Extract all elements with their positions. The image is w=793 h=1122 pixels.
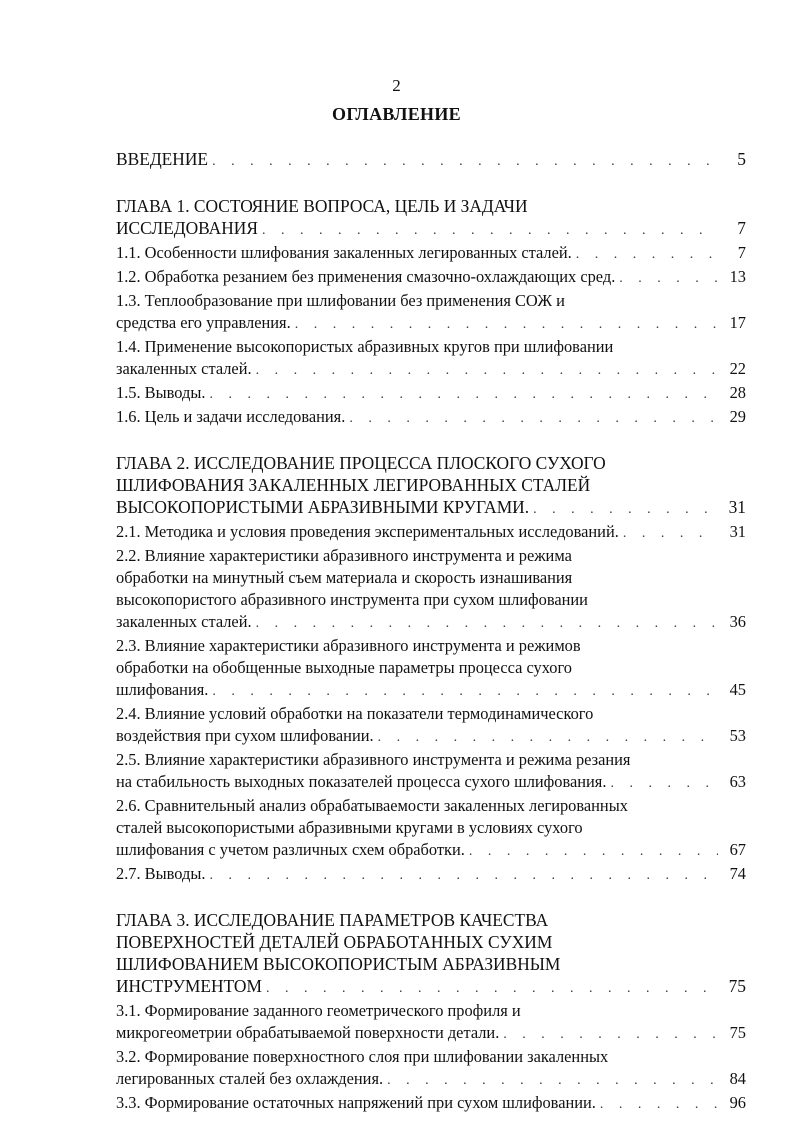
toc-entry-text-line: 3.1. Формирование заданного геометрического профиля и (116, 1001, 521, 1020)
toc-entry-text-line: шлифования. (116, 680, 209, 699)
toc-entry-text-line: 1.2. Обработка резанием без применения смазочно-охлаждающих сред. (116, 267, 616, 286)
toc-entry-text-line: ИНСТРУМЕНТОМ (116, 976, 262, 996)
toc-entry-text-line: ВВЕДЕНИЕ (116, 149, 209, 169)
toc-page-number: 36 (729, 612, 746, 631)
dot-leader (266, 978, 718, 1000)
toc-section-entry (116, 749, 746, 795)
dot-leader (623, 523, 718, 545)
toc-section-entry (116, 266, 746, 290)
toc-entry-text-line: 3.3. Формирование остаточных напряжений при сухом шлифовании. (116, 1093, 596, 1112)
toc-entry-final-line (116, 406, 746, 430)
dot-leader (576, 244, 718, 266)
toc-page-number: 7 (737, 243, 746, 262)
toc-page-number: 28 (729, 383, 746, 402)
toc-entry-final-line (116, 148, 746, 173)
toc-entry-final-line (116, 771, 746, 795)
toc-entry-final-line (116, 312, 746, 336)
toc-intro-entry (116, 148, 746, 173)
toc-page-number: 74 (729, 864, 746, 883)
toc-entry-text-line: ГЛАВА 2. ИССЛЕДОВАНИЕ ПРОЦЕССА ПЛОСКОГО СУХОГО (116, 453, 606, 473)
toc-page-number: 84 (729, 1069, 746, 1088)
dot-leader (610, 773, 718, 795)
toc-entry-text-line: 2.6. Сравнительный анализ обрабатываемости закаленных легированных (116, 796, 628, 815)
toc-entry-text-line: ШЛИФОВАНИЕМ ВЫСОКОПОРИСТЫМ АБРАЗИВНЫМ (116, 954, 561, 974)
toc-entry-final-line (116, 1068, 746, 1092)
toc-section-entry (116, 703, 746, 749)
toc-entry-text-line: 3.2. Формирование поверхностного слоя при шлифовании закаленных (116, 1047, 609, 1066)
toc-page-number: 31 (728, 497, 746, 517)
toc-entry-text-line: ВЫСОКОПОРИСТЫМИ АБРАЗИВНЫМИ КРУГАМИ. (116, 497, 530, 517)
dot-leader (256, 613, 718, 635)
dot-leader (256, 360, 718, 382)
toc-entry-text-line: 1.1. Особенности шлифования закаленных легированных сталей. (116, 243, 572, 262)
toc-section-entry (116, 406, 746, 430)
toc-entry-text-line: ГЛАВА 3. ИССЛЕДОВАНИЕ ПАРАМЕТРОВ КАЧЕСТВА (116, 910, 549, 930)
dot-leader (387, 1070, 718, 1092)
toc-entry-final-line (116, 975, 746, 1000)
toc-entry-text-line: 1.6. Цель и задачи исследования. (116, 407, 346, 426)
toc-chapter-entry (116, 452, 746, 521)
dot-leader (209, 865, 718, 887)
toc-entry-text-line: 1.5. Выводы. (116, 383, 206, 402)
toc-page-number: 17 (729, 313, 746, 332)
toc-entry-text-line: ШЛИФОВАНИЯ ЗАКАЛЕННЫХ ЛЕГИРОВАННЫХ СТАЛЕЙ (116, 475, 591, 495)
page-number: 2 (392, 76, 401, 95)
toc-section-entry (116, 242, 746, 266)
toc-entry-text-line: средства его управления. (116, 313, 291, 332)
toc-page-number: 67 (729, 840, 746, 859)
toc-page-number: 75 (728, 976, 746, 996)
toc-entry-text-line: воздействия при сухом шлифовании. (116, 726, 374, 745)
toc-page-number: 5 (737, 149, 746, 169)
dot-leader (295, 314, 718, 336)
toc-section-entry (116, 382, 746, 406)
toc-entry-text-line: сталей высокопористыми абразивными кругами в условиях сухого (116, 818, 583, 837)
table-of-contents (116, 148, 746, 1116)
toc-chapter-entry (116, 195, 746, 242)
toc-entry-final-line (116, 1092, 746, 1116)
toc-entry-text-line: 2.2. Влияние характеристики абразивного инструмента и режима (116, 546, 572, 565)
toc-entry-final-line (116, 611, 746, 635)
page-title: ОГЛАВЛЕНИЕ (332, 104, 461, 124)
toc-page-number: 13 (729, 267, 746, 286)
toc-entry-final-line (116, 382, 746, 406)
toc-entry-final-line (116, 217, 746, 242)
toc-entry-final-line (116, 1022, 746, 1046)
toc-entry-text-line: высокопористого абразивного инструмента при сухом шлифовании (116, 590, 588, 609)
toc-entry-text-line: закаленных сталей. (116, 359, 252, 378)
toc-entry-text-line: 1.4. Применение высокопористых абразивных кругов при шлифовании (116, 337, 614, 356)
toc-section-entry (116, 795, 746, 863)
toc-section-entry (116, 863, 746, 887)
toc-entry-text-line: легированных сталей без охлаждения. (116, 1069, 384, 1088)
toc-entry-text-line: обработки на минутный съем материала и скорость изнашивания (116, 568, 573, 587)
toc-entry-final-line (116, 358, 746, 382)
toc-entry-text-line: ПОВЕРХНОСТЕЙ ДЕТАЛЕЙ ОБРАБОТАННЫХ СУХИМ (116, 932, 553, 952)
dot-leader (469, 841, 718, 863)
toc-section-entry (116, 635, 746, 703)
toc-entry-text-line: ИССЛЕДОВАНИЯ (116, 218, 258, 238)
toc-entry-final-line (116, 679, 746, 703)
toc-entry-text-line: закаленных сталей. (116, 612, 252, 631)
toc-entry-final-line (116, 266, 746, 290)
toc-page-number: 63 (729, 772, 746, 791)
toc-section-entry (116, 290, 746, 336)
toc-page-number: 45 (729, 680, 746, 699)
toc-entry-final-line (116, 496, 746, 521)
toc-section-entry (116, 1046, 746, 1092)
dot-leader (533, 499, 718, 521)
toc-entry-text-line: 2.5. Влияние характеристики абразивного инструмента и режима резания (116, 750, 631, 769)
toc-entry-text-line: 2.4. Влияние условий обработки на показатели термодинамического (116, 704, 594, 723)
dot-leader (262, 220, 718, 242)
toc-entry-text-line: на стабильность выходных показателей процесса сухого шлифования. (116, 772, 607, 791)
toc-page-number: 96 (729, 1093, 746, 1112)
toc-section-entry (116, 521, 746, 545)
toc-entry-final-line (116, 521, 746, 545)
dot-leader (619, 268, 718, 290)
toc-section-entry (116, 1092, 746, 1116)
dot-leader (503, 1024, 718, 1046)
toc-page-number: 31 (729, 522, 746, 541)
toc-entry-text-line: 2.3. Влияние характеристики абразивного инструмента и режимов (116, 636, 581, 655)
toc-entry-text-line: обработки на обобщенные выходные параметры процесса сухого (116, 658, 572, 677)
toc-entry-final-line (116, 839, 746, 863)
dot-leader (209, 384, 718, 406)
toc-entry-text-line: 1.3. Теплообразование при шлифовании без применения СОЖ и (116, 291, 565, 310)
toc-section-entry (116, 1000, 746, 1046)
toc-section-entry (116, 336, 746, 382)
toc-section-entry (116, 545, 746, 635)
toc-page-number: 53 (729, 726, 746, 745)
toc-entry-final-line (116, 242, 746, 266)
toc-page-number: 22 (729, 359, 746, 378)
toc-page-number: 75 (729, 1023, 746, 1042)
dot-leader (600, 1094, 718, 1116)
toc-entry-text-line: ГЛАВА 1. СОСТОЯНИЕ ВОПРОСА, ЦЕЛЬ И ЗАДАЧИ (116, 196, 528, 216)
toc-entry-text-line: 2.7. Выводы. (116, 864, 206, 883)
toc-entry-text-line: 2.1. Методика и условия проведения экспериментальных исследований. (116, 522, 619, 541)
toc-page-number: 7 (737, 218, 746, 238)
dot-leader (349, 408, 718, 430)
toc-entry-final-line (116, 725, 746, 749)
toc-entry-text-line: шлифования с учетом различных схем обработки. (116, 840, 465, 859)
toc-entry-final-line (116, 863, 746, 887)
toc-entry-text-line: микрогеометрии обрабатываемой поверхности детали. (116, 1023, 500, 1042)
dot-leader (212, 681, 718, 703)
toc-chapter-entry (116, 909, 746, 1000)
dot-leader (378, 727, 718, 749)
toc-page-number: 29 (729, 407, 746, 426)
dot-leader (212, 151, 718, 173)
